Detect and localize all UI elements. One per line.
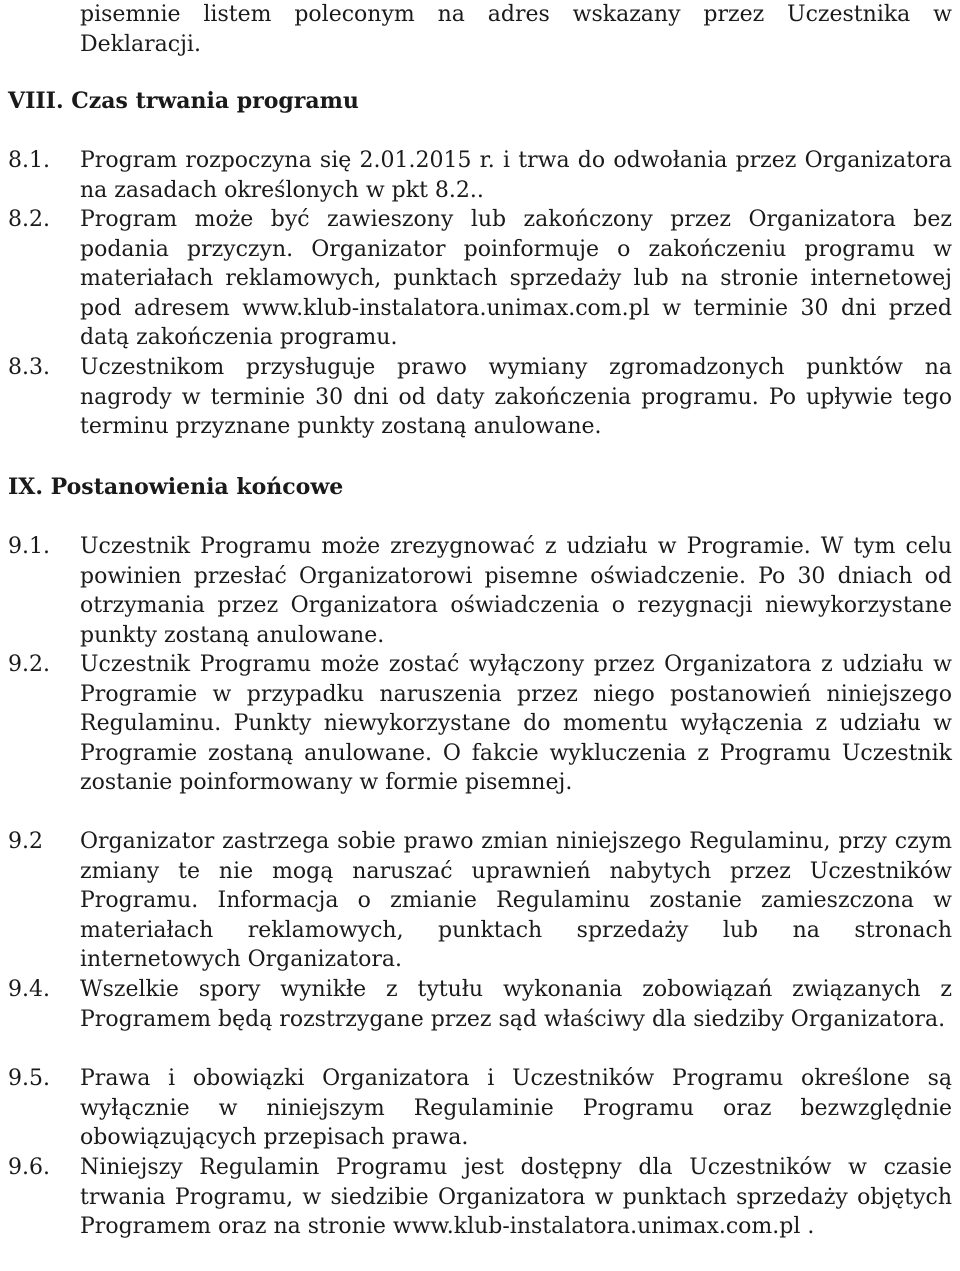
item-text: Uczestnik Programu może zostać wyłączony przez Organizatora z udziału w Programie w przypadku naruszenia przez niego postanowień niniejszego Regulaminu. Punkty niewykorzystane do momentu wyłączenia z udziału w Programie zostaną anulowane. O fakcie wykluczenia z Programu Uczestnik zostanie poinformowany w formie pisemnej. [80,652,952,796]
item-number: 9.6. [8,1155,50,1180]
item-text: Prawa i obowiązki Organizatora i Uczestników Programu określone są wyłącznie w niniejszym Regulaminie Programu oraz bezwzględnie obowiązujących przepisach prawa. [80,1066,952,1151]
list-item-8-2 [8,205,952,353]
item-number: 9.4. [8,977,50,1002]
list-item-8-1 [8,146,952,205]
list-item-8-3 [8,353,952,442]
intro-paragraph [80,0,952,59]
list-item-9-4 [8,975,952,1034]
section-heading-viii: VIII. Czas trwania programu [8,88,359,114]
item-number: 8.2. [8,207,50,232]
item-text: Uczestnikom przysługuje prawo wymiany zgromadzonych punktów na nagrody w terminie 30 dni od daty zakończenia programu. Po upływie tego terminu przyznane punkty zostaną anulowane. [80,355,952,440]
list-item-9-5 [8,1064,952,1153]
item-number: 9.2. [8,652,50,677]
item-number: 9.1. [8,534,50,559]
list-item-9-2b [8,827,952,975]
list-item-9-2 [8,650,952,798]
item-text: Program rozpoczyna się 2.01.2015 r. i trwa do odwołania przez Organizatora na zasadach określonych w pkt 8.2.. [80,148,952,203]
item-number: 9.2 [8,829,43,854]
item-text: Program może być zawieszony lub zakończony przez Organizatora bez podania przyczyn. Organizator poinformuje o zakończeniu programu w materiałach reklamowych, punktach sprzedaży lub na stronie internetowej pod adresem www.klub-instalatora.unimax.com.pl w terminie 30 dni przed datą zakończenia programu. [80,207,952,351]
item-number: 8.1. [8,148,50,173]
item-number: 8.3. [8,355,50,380]
intro-line: pisemnie listem poleconym na adres wskazany przez Uczestnika w [80,2,952,27]
intro-line: Deklaracji. [80,31,201,57]
item-number: 9.5. [8,1066,50,1091]
list-item-9-1 [8,532,952,650]
item-text: Uczestnik Programu może zrezygnować z udziału w Programie. W tym celu powinien przesłać Organizatorowi pisemne oświadczenie. Po 30 dniach od otrzymania przez Organizatora oświadczenia o rezygnacji niewykorzystane punkty zostaną anulowane. [80,534,952,648]
list-item-9-6 [8,1153,952,1242]
item-text: Wszelkie spory wynikłe z tytułu wykonania zobowiązań związanych z Programem będą rozstrzygane przez sąd właściwy dla siedziby Organizatora. [80,977,952,1032]
section-heading-ix: IX. Postanowienia końcowe [8,474,344,500]
item-text: Organizator zastrzega sobie prawo zmian niniejszego Regulaminu, przy czym zmiany te nie mogą naruszać uprawnień nabytych przez Uczestników Programu. Informacja o zmianie Regulaminu zostanie zamieszczona w materiałach reklamowych, punktach sprzedaży lub na stronach internetowych Organizatora. [80,829,952,973]
item-text: Niniejszy Regulamin Programu jest dostępny dla Uczestników w czasie trwania Programu, w siedzibie Organizatora w punktach sprzedaży objętych Programem oraz na stronie www.klub-instalatora.unimax.com.pl . [80,1155,952,1240]
